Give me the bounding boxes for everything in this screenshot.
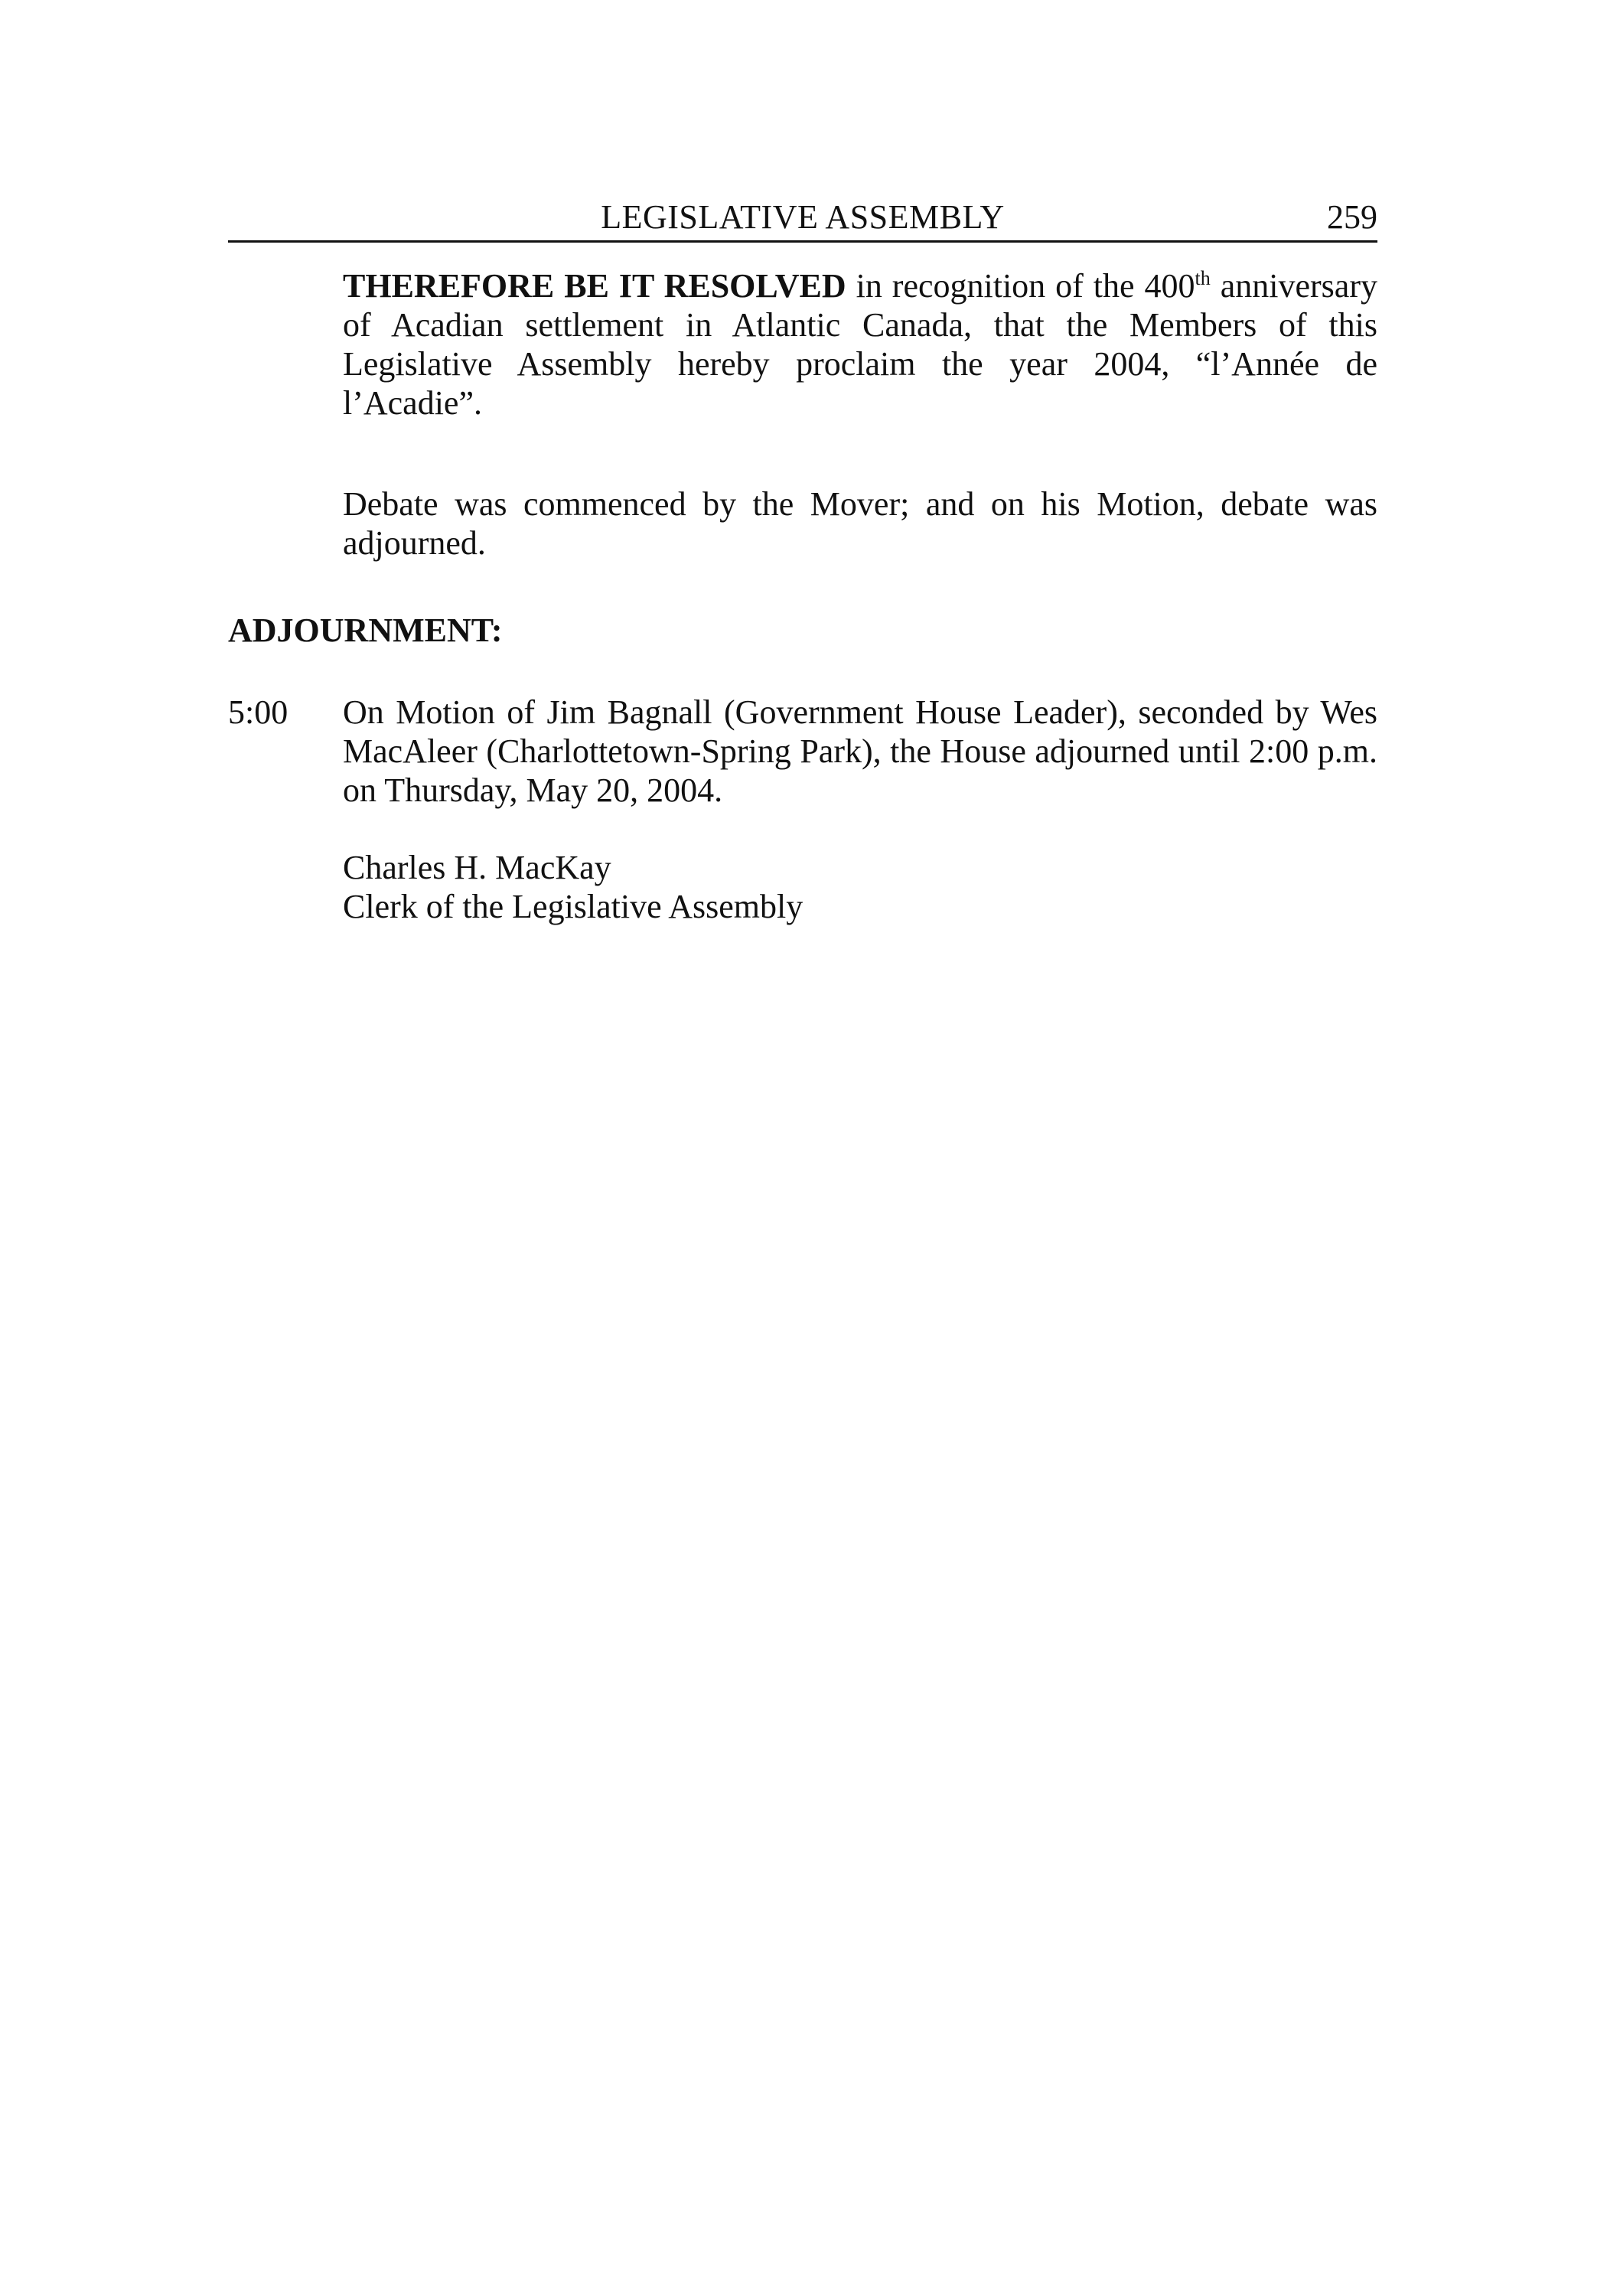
signatory-title: Clerk of the Legislative Assembly: [343, 888, 804, 925]
resolution-lead: THEREFORE BE IT RESOLVED: [343, 267, 846, 305]
signatory-name: Charles H. MacKay: [343, 849, 611, 886]
adjournment-paragraph: On Motion of Jim Bagnall (Government House Leader), seconded by Wes MacAleer (Charlottetown-Spring Park), the House adjourned until 2:00 p.m. on Thursday, May 20, 2004.: [343, 693, 1377, 809]
signature-block: [343, 848, 1377, 926]
resolution-text-start: in recognition of the 400: [846, 267, 1195, 305]
running-header-title: LEGISLATIVE ASSEMBLY: [601, 198, 1005, 236]
adjournment-time: 5:00: [228, 693, 288, 731]
resolution-paragraph: [343, 266, 1377, 422]
resolution-text-end: anniversary of Acadian settlement in Atlantic Canada, that the Members of this Legislative Assembly hereby proclaim the year 2004, “l’Année de l’Acadie”.: [343, 267, 1377, 422]
debate-paragraph: Debate was commenced by the Mover; and on his Motion, debate was adjourned.: [343, 485, 1377, 562]
adjournment-heading: ADJOURNMENT:: [228, 612, 503, 649]
page-number: 259: [1327, 198, 1377, 236]
ordinal-superscript: th: [1195, 267, 1211, 289]
page-header: [228, 196, 1377, 243]
